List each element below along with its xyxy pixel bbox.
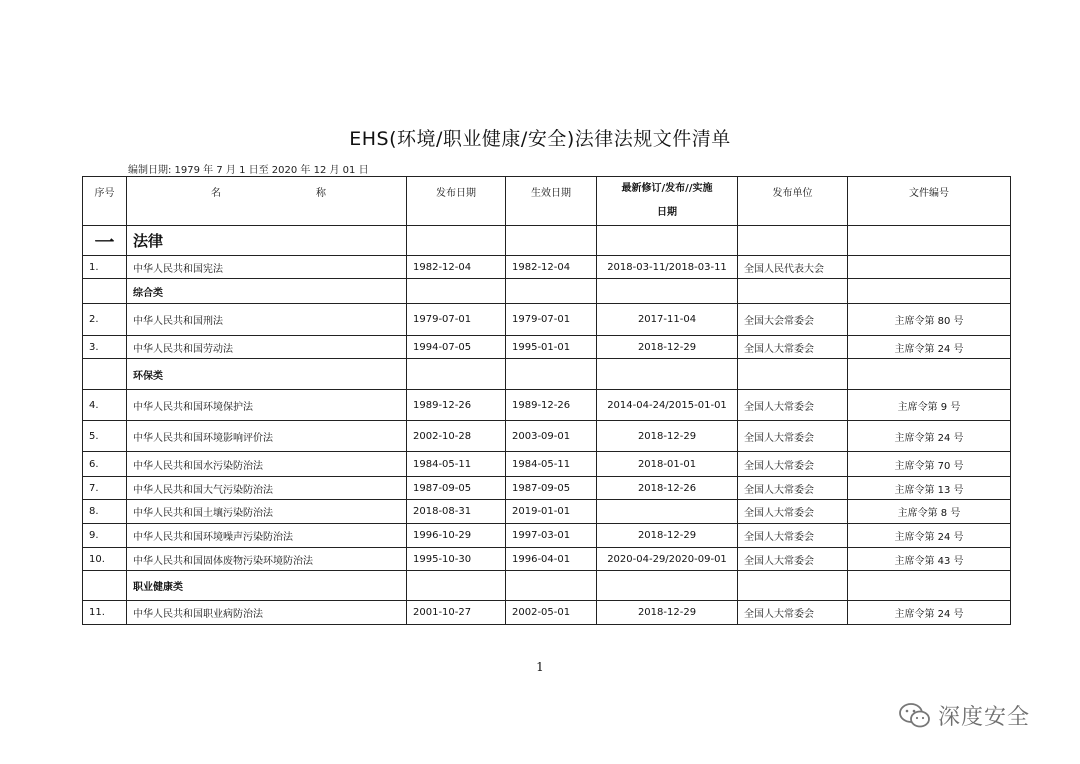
regulation-name: 中华人民共和国大气污染防治法	[127, 477, 407, 500]
document-number: 主席令第 24 号	[848, 601, 1011, 625]
category-row	[83, 279, 1011, 304]
regulations-table	[82, 176, 1011, 625]
issuer: 全国大会常委会	[738, 304, 848, 336]
issue-date: 1989-12-26	[407, 390, 506, 421]
empty-cell	[407, 571, 506, 601]
page-number: 1	[536, 660, 544, 674]
empty-cell	[506, 571, 597, 601]
empty-cell	[738, 359, 848, 390]
row-number: 10.	[83, 548, 127, 571]
revision-date: 2020-04-29/2020-09-01	[597, 548, 738, 571]
revision-date: 2018-12-29	[597, 601, 738, 625]
section-number: 一	[83, 226, 127, 256]
empty-cell	[597, 359, 738, 390]
effective-date: 1996-04-01	[506, 548, 597, 571]
empty-cell	[407, 279, 506, 304]
table-row	[83, 500, 1011, 524]
header-issue-date: 发布日期	[407, 177, 506, 226]
table-row	[83, 256, 1011, 279]
wechat-icon	[898, 702, 932, 730]
effective-date: 1987-09-05	[506, 477, 597, 500]
empty-cell	[597, 279, 738, 304]
row-number: 5.	[83, 421, 127, 452]
revision-date: 2017-11-04	[597, 304, 738, 336]
issue-date: 1994-07-05	[407, 336, 506, 359]
row-number: 2.	[83, 304, 127, 336]
revision-date: 2014-04-24/2015-01-01	[597, 390, 738, 421]
empty-cell	[738, 571, 848, 601]
table-row	[83, 601, 1011, 625]
header-name	[127, 177, 407, 226]
row-number: 9.	[83, 524, 127, 548]
effective-date: 2002-05-01	[506, 601, 597, 625]
row-number: 4.	[83, 390, 127, 421]
table-row	[83, 548, 1011, 571]
header-revision-line2: 日期	[657, 207, 677, 218]
issue-date: 2002-10-28	[407, 421, 506, 452]
regulation-name: 中华人民共和国环境噪声污染防治法	[127, 524, 407, 548]
revision-date	[597, 500, 738, 524]
issue-date: 2018-08-31	[407, 500, 506, 524]
row-number: 8.	[83, 500, 127, 524]
header-doc-no: 文件编号	[848, 177, 1011, 226]
document-number: 主席令第 43 号	[848, 548, 1011, 571]
header-effective-date: 生效日期	[506, 177, 597, 226]
row-number: 6.	[83, 452, 127, 477]
issue-date: 1982-12-04	[407, 256, 506, 279]
issuer: 全国人民代表大会	[738, 256, 848, 279]
revision-date: 2018-03-11/2018-03-11	[597, 256, 738, 279]
empty-cell	[848, 359, 1011, 390]
category-number-cell	[83, 571, 127, 601]
issuer: 全国人大常委会	[738, 601, 848, 625]
issuer: 全国人大常委会	[738, 524, 848, 548]
empty-cell	[506, 279, 597, 304]
category-number-cell	[83, 359, 127, 390]
table-row	[83, 477, 1011, 500]
section-title: 法律	[127, 226, 407, 256]
regulation-name: 中华人民共和国水污染防治法	[127, 452, 407, 477]
issue-date: 2001-10-27	[407, 601, 506, 625]
effective-date: 1995-01-01	[506, 336, 597, 359]
category-label: 环保类	[127, 359, 407, 390]
effective-date: 1989-12-26	[506, 390, 597, 421]
header-name-part2: 称	[316, 188, 326, 199]
empty-cell	[738, 279, 848, 304]
document-number: 主席令第 70 号	[848, 452, 1011, 477]
effective-date: 1979-07-01	[506, 304, 597, 336]
category-label: 职业健康类	[127, 571, 407, 601]
table-row	[83, 390, 1011, 421]
issuer: 全国人大常委会	[738, 336, 848, 359]
table-row	[83, 452, 1011, 477]
issuer: 全国人大常委会	[738, 390, 848, 421]
issuer: 全国人大常委会	[738, 421, 848, 452]
table-header-row	[83, 177, 1011, 226]
regulation-name: 中华人民共和国刑法	[127, 304, 407, 336]
watermark-text: 深度安全	[938, 705, 1031, 730]
document-number: 主席令第 24 号	[848, 336, 1011, 359]
document-number: 主席令第 8 号	[848, 500, 1011, 524]
empty-cell	[848, 571, 1011, 601]
issue-date: 1995-10-30	[407, 548, 506, 571]
effective-date: 1984-05-11	[506, 452, 597, 477]
empty-cell	[407, 359, 506, 390]
watermark	[898, 700, 1030, 731]
effective-date: 2003-09-01	[506, 421, 597, 452]
issuer: 全国人大常委会	[738, 477, 848, 500]
issue-date: 1996-10-29	[407, 524, 506, 548]
header-revision-date	[597, 177, 738, 226]
regulation-name: 中华人民共和国劳动法	[127, 336, 407, 359]
table-row	[83, 304, 1011, 336]
revision-date: 2018-01-01	[597, 452, 738, 477]
document-number: 主席令第 13 号	[848, 477, 1011, 500]
document-number: 主席令第 24 号	[848, 524, 1011, 548]
category-row	[83, 571, 1011, 601]
header-name-part1: 名	[211, 188, 221, 199]
row-number: 1.	[83, 256, 127, 279]
regulation-name: 中华人民共和国职业病防治法	[127, 601, 407, 625]
regulation-name: 中华人民共和国土壤污染防治法	[127, 500, 407, 524]
table-row	[83, 421, 1011, 452]
issue-date: 1984-05-11	[407, 452, 506, 477]
effective-date: 2019-01-01	[506, 500, 597, 524]
table-row	[83, 336, 1011, 359]
header-no: 序号	[83, 177, 127, 226]
regulation-name: 中华人民共和国固体废物污染环境防治法	[127, 548, 407, 571]
category-number-cell	[83, 279, 127, 304]
category-row	[83, 359, 1011, 390]
empty-cell	[597, 571, 738, 601]
header-issuer: 发布单位	[738, 177, 848, 226]
section-row	[83, 226, 1011, 256]
empty-cell	[506, 359, 597, 390]
document-number: 主席令第 9 号	[848, 390, 1011, 421]
effective-date: 1997-03-01	[506, 524, 597, 548]
regulation-name: 中华人民共和国环境影响评价法	[127, 421, 407, 452]
effective-date: 1982-12-04	[506, 256, 597, 279]
issuer: 全国人大常委会	[738, 452, 848, 477]
revision-date: 2018-12-26	[597, 477, 738, 500]
issue-date: 1987-09-05	[407, 477, 506, 500]
category-label: 综合类	[127, 279, 407, 304]
header-revision-line1: 最新修订/发布//实施	[621, 183, 713, 194]
issuer: 全国人大常委会	[738, 548, 848, 571]
row-number: 11.	[83, 601, 127, 625]
issue-date: 1979-07-01	[407, 304, 506, 336]
document-number: 主席令第 24 号	[848, 421, 1011, 452]
empty-cell	[848, 279, 1011, 304]
document-title: EHS(环境/职业健康/安全)法律法规文件清单	[349, 128, 731, 150]
issuer: 全国人大常委会	[738, 500, 848, 524]
row-number: 7.	[83, 477, 127, 500]
document-number	[848, 256, 1011, 279]
compiled-date: 编制日期: 1979 年 7 月 1 日至 2020 年 12 月 01 日	[128, 165, 369, 176]
regulation-name: 中华人民共和国环境保护法	[127, 390, 407, 421]
regulation-name: 中华人民共和国宪法	[127, 256, 407, 279]
table-row	[83, 524, 1011, 548]
revision-date: 2018-12-29	[597, 421, 738, 452]
row-number: 3.	[83, 336, 127, 359]
document-number: 主席令第 80 号	[848, 304, 1011, 336]
revision-date: 2018-12-29	[597, 524, 738, 548]
revision-date: 2018-12-29	[597, 336, 738, 359]
